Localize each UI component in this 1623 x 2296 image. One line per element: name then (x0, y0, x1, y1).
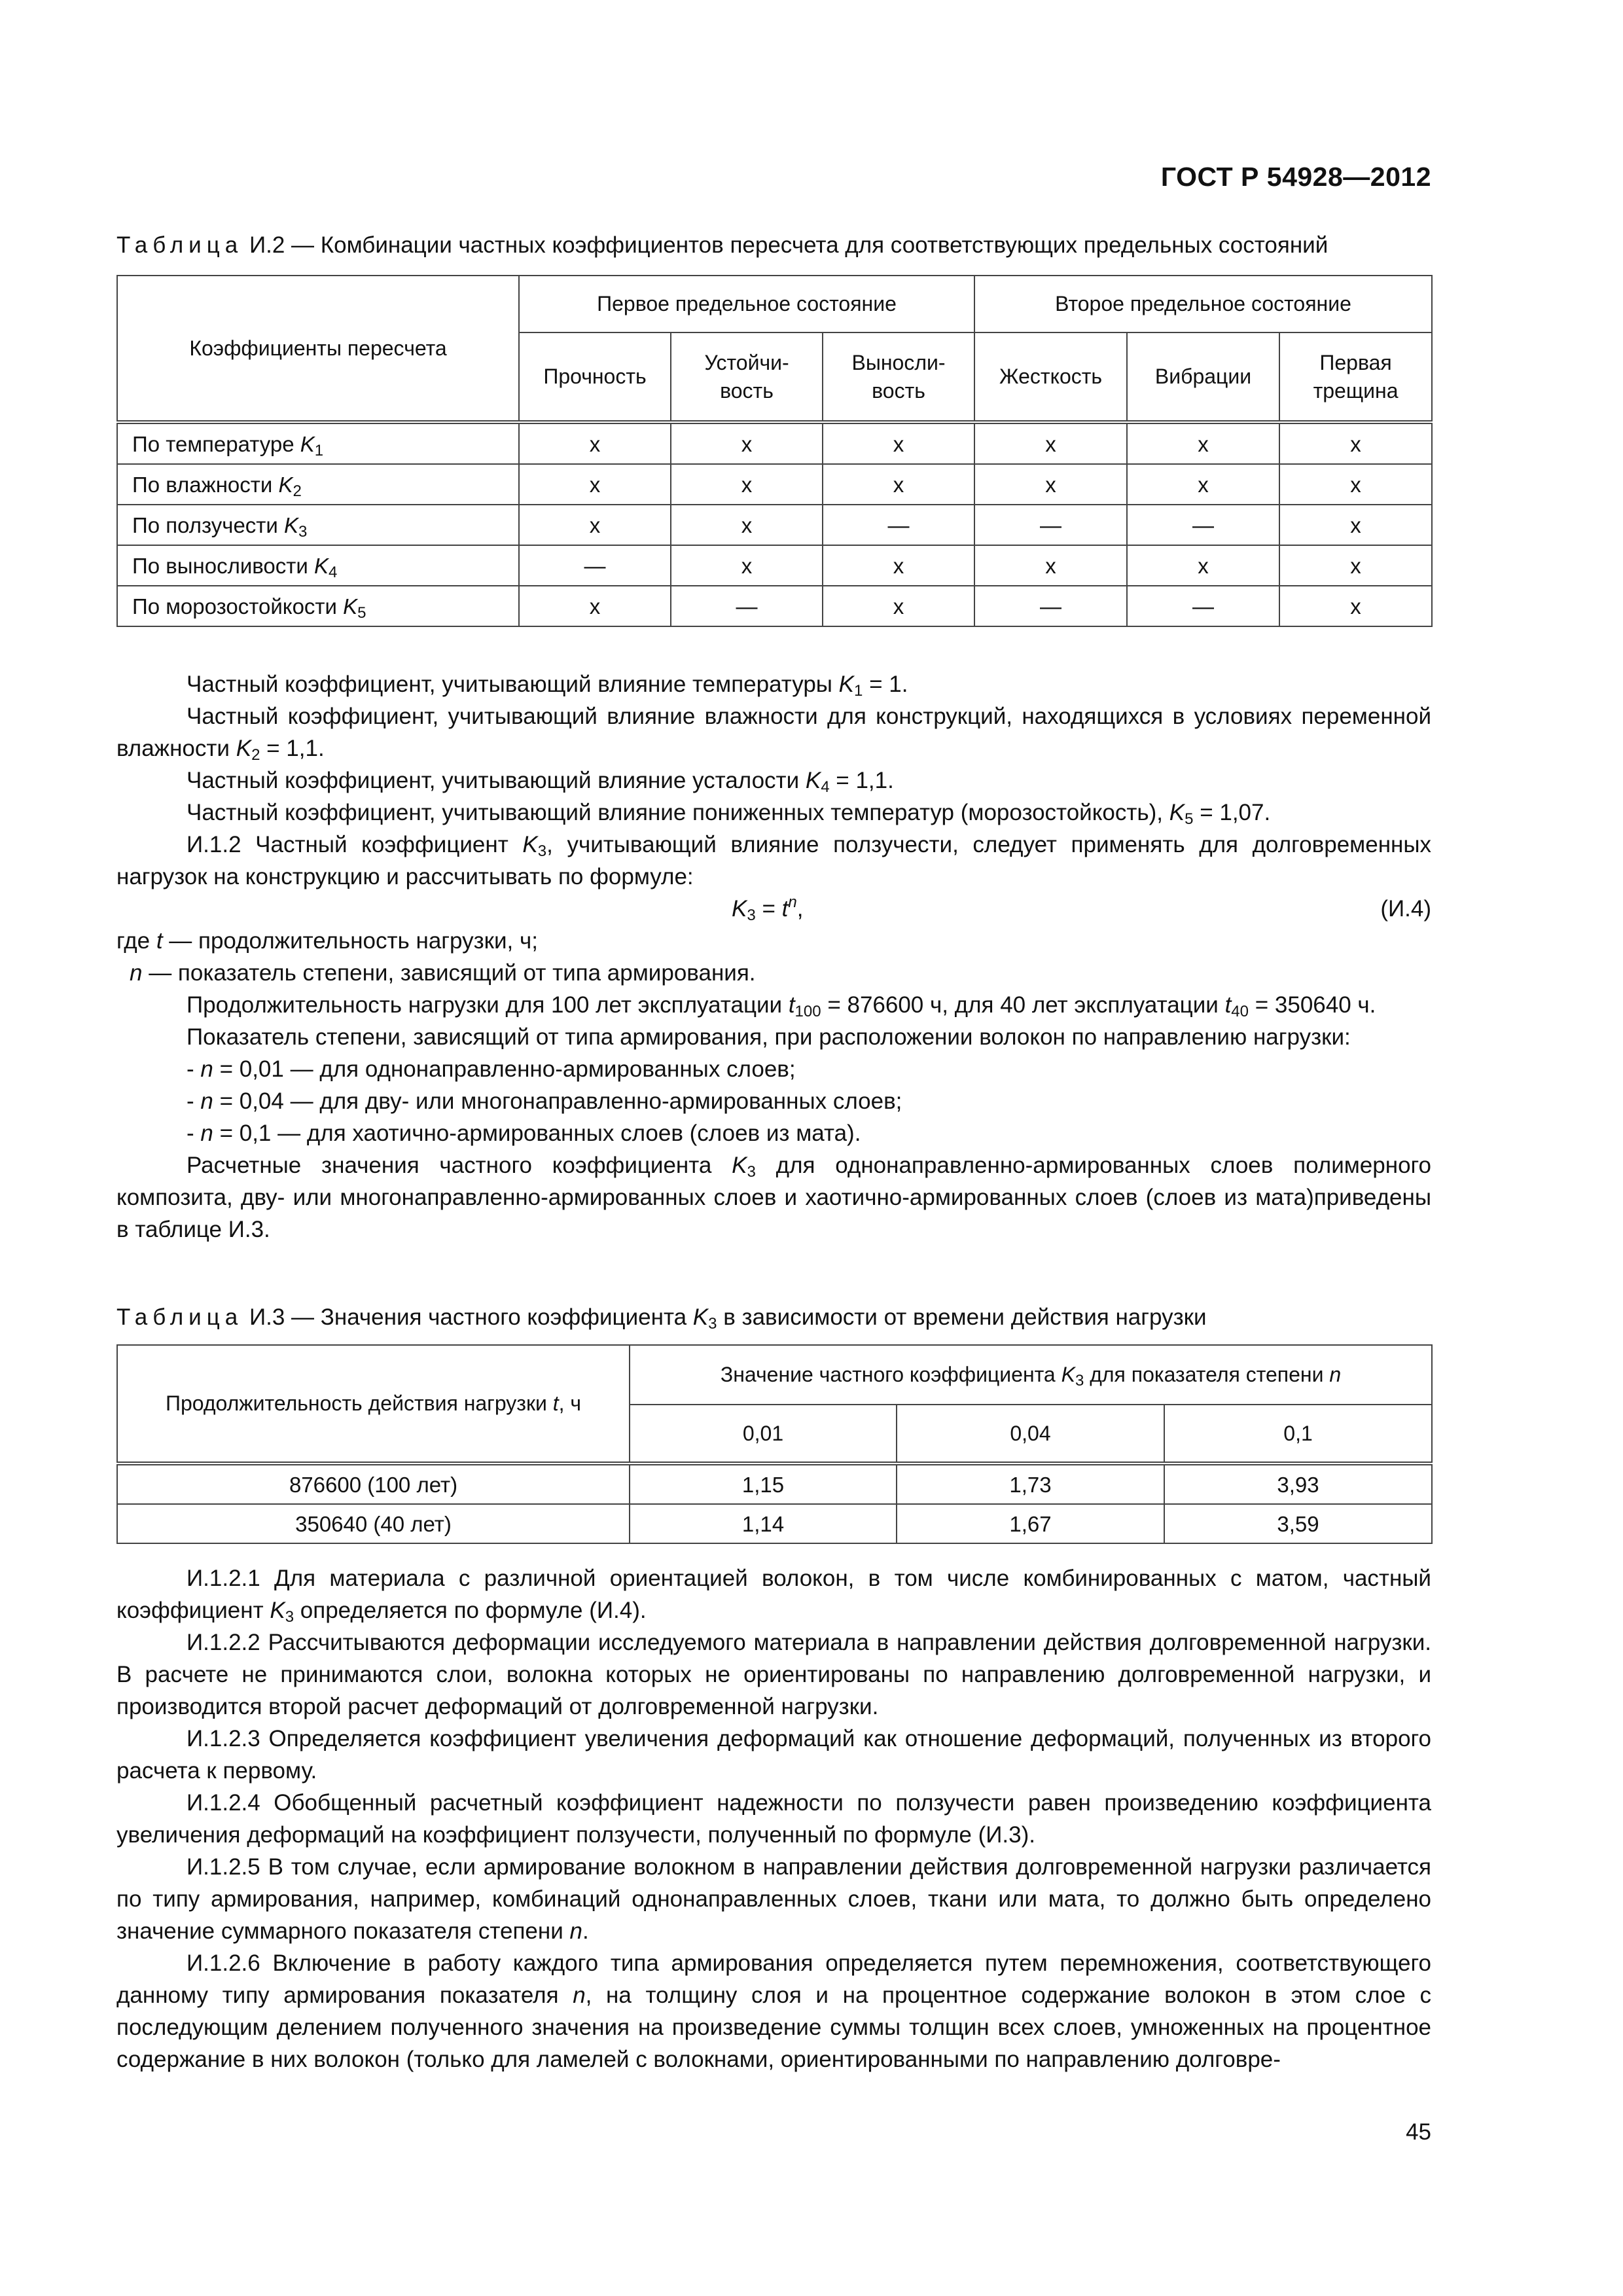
formula-number: (И.4) (1380, 896, 1431, 922)
text: , на толщину слоя и на процентное содержание волокон в этом слое с последующим делением полученного значения на произведение суммы толщин всех слоев, умноженных на процентное содержание в них волокон (только для ламелей с волокнами, ориентированными по направлению долговре- (116, 1982, 1431, 2072)
subheader-5: Первая трещина (1279, 332, 1432, 422)
text: Частный коэффициент, учитывающий влияние усталости (187, 768, 806, 793)
table-i3 (116, 1344, 1433, 1544)
table-cell: x (519, 505, 671, 545)
formula-i4 (116, 893, 1431, 925)
list-item (116, 1085, 1431, 1117)
table-cell: x (1127, 545, 1279, 586)
text: Продолжительность нагрузки для 100 лет эксплуатации (187, 992, 789, 1018)
table-cell: x (671, 505, 823, 545)
symbol-k: K (692, 1304, 709, 1330)
table-row (117, 1463, 1432, 1504)
symbol-k: K (732, 1153, 747, 1178)
text: = 1,07. (1193, 800, 1271, 825)
table-cell: — (974, 505, 1127, 545)
header-first-limit-state: Первое предельное состояние (519, 276, 974, 332)
table-cell: x (1127, 464, 1279, 505)
subscript: 3 (708, 1315, 717, 1333)
row-label: 876600 (100 лет) (117, 1463, 630, 1504)
symbol-t: t (1224, 992, 1232, 1018)
subscript: 2 (251, 746, 260, 764)
text: = 1,1. (829, 768, 894, 793)
table-cell: x (671, 464, 823, 505)
symbol-k: K (732, 896, 747, 922)
symbol-n: n (200, 1056, 213, 1082)
table-cell: — (1127, 505, 1279, 545)
table-cell: x (823, 586, 974, 626)
where-line (116, 925, 1431, 957)
subheader-1: Устойчи- вость (671, 332, 823, 422)
text: = 0,1 — для хаотично-армированных слоев (слоев из мата). (213, 1121, 861, 1146)
text: По температуре (132, 431, 300, 456)
symbol-k: K (314, 553, 329, 578)
symbol-n: n (569, 1918, 582, 1944)
table-cell: x (519, 422, 671, 464)
text: = 350640 ч. (1249, 992, 1376, 1018)
subscript: 3 (285, 1608, 294, 1626)
text: Частный коэффициент, учитывающий влияние температуры (187, 672, 839, 697)
text: в зависимости от времени действия нагрузки (717, 1304, 1207, 1330)
subheader-exponent: 0,01 (630, 1405, 897, 1463)
symbol-t: t (156, 928, 163, 954)
header-load-duration (117, 1345, 630, 1463)
subheader-2: Выносли- вость (823, 332, 974, 422)
subheader-0: Прочность (519, 332, 671, 422)
text: Частный коэффициент, учитывающий влияние влажности для конструкций, находящихся в условиях переменной влажности (116, 704, 1431, 761)
text: определяется по формуле (И.4). (294, 1598, 647, 1623)
text: = 0,01 — для однонаправленно-армированных слоев; (213, 1056, 796, 1082)
table-i2 (116, 275, 1433, 627)
subscript: 4 (329, 563, 338, 581)
where-line (116, 957, 1431, 989)
text: , учитывающий влияние ползучести, следует применять для долговременных нагрузок на конструкцию и рассчитывать по формуле: (116, 832, 1432, 889)
table-i3-caption-prefix: Таблица (116, 1304, 243, 1330)
subscript: 3 (747, 1163, 756, 1181)
subscript: 1 (314, 441, 324, 459)
paragraph: Показатель степени, зависящий от типа армирования, при расположении волокон по направлению нагрузки: (187, 1024, 1351, 1050)
paragraph (116, 1851, 1431, 1947)
text: — продолжительность нагрузки, ч; (162, 928, 538, 954)
text: По морозостойкости (132, 594, 344, 619)
table-cell: 1,14 (630, 1504, 897, 1543)
symbol-k: K (1169, 800, 1185, 825)
text: Продолжительность действия нагрузки (165, 1391, 553, 1415)
paragraph (116, 1562, 1431, 1626)
formula-expression (732, 893, 803, 925)
text: - (187, 1056, 201, 1082)
symbol-k: K (300, 431, 315, 456)
table-i2-caption-prefix: Таблица (116, 232, 243, 258)
paragraph (116, 989, 1431, 1021)
text: = 876600 ч, для 40 лет эксплуатации (821, 992, 1225, 1018)
text-block-1 (116, 668, 1431, 1246)
list-item (116, 1053, 1431, 1085)
text: — показатель степени, зависящий от типа армирования. (142, 960, 756, 986)
symbol-n: n (200, 1088, 213, 1114)
text: для однонаправленно-армированных слоев полимерного композита, дву- или многонаправленно-армированных слоев и хаотично-армированных слоев (слоев из мата)приведены в таблице И.3. (116, 1153, 1431, 1242)
subscript: 3 (298, 522, 308, 541)
table-i2-caption (116, 229, 1328, 261)
table-cell: x (671, 422, 823, 464)
paragraph: И.1.2.3 Определяется коэффициент увеличения деформаций как отношение деформаций, полученных из второго расчета к первому. (116, 1726, 1431, 1784)
row-label (117, 505, 519, 545)
text: Расчетные значения частного коэффициента (187, 1153, 732, 1178)
table-cell: x (1127, 422, 1279, 464)
subheader-3: Жесткость (974, 332, 1127, 422)
text: - (187, 1088, 201, 1114)
row-label: 350640 (40 лет) (117, 1504, 630, 1543)
table-row (117, 1504, 1432, 1543)
symbol-k: K (343, 594, 358, 619)
text: , (796, 896, 804, 922)
symbol-k: K (1061, 1363, 1075, 1386)
text: = (755, 896, 782, 922)
symbol-k: K (270, 1598, 285, 1623)
table-row (117, 422, 1432, 464)
paragraph (116, 700, 1431, 764)
subheader-exponent: 0,1 (1164, 1405, 1432, 1463)
row-label (117, 545, 519, 586)
row-label (117, 464, 519, 505)
subscript: 2 (293, 482, 302, 500)
table-cell: x (1279, 422, 1432, 464)
table-cell: 3,93 (1164, 1463, 1432, 1504)
table-cell: x (823, 545, 974, 586)
table-cell: x (823, 464, 974, 505)
paragraph: И.1.2.2 Рассчитываются деформации исследуемого материала в направлении действия долговременной нагрузки. В расчете не принимаются слои, волокна которых не ориентированы по направлению долговременной нагрузки, и производится второй расчет деформаций от долговременной нагрузки. (116, 1630, 1431, 1719)
text: По ползучести (132, 512, 285, 537)
page-number: 45 (1406, 2119, 1431, 2145)
symbol-t: t (781, 896, 789, 922)
subheader-exponent: 0,04 (897, 1405, 1164, 1463)
table-cell: 1,15 (630, 1463, 897, 1504)
table-cell: 1,73 (897, 1463, 1164, 1504)
table-cell: — (1127, 586, 1279, 626)
symbol-k: K (278, 472, 293, 497)
row-label (117, 586, 519, 626)
paragraph (116, 1947, 1431, 2075)
table-cell: x (671, 545, 823, 586)
row-label (117, 422, 519, 464)
table-cell: x (974, 545, 1127, 586)
text: = 1,1. (260, 736, 325, 761)
paragraph (116, 668, 1431, 700)
subheader-4: Вибрации (1127, 332, 1279, 422)
table-cell: 1,67 (897, 1504, 1164, 1543)
header-coefficient-value (630, 1345, 1432, 1405)
text: где (116, 928, 156, 954)
table-i3-caption (116, 1301, 1207, 1333)
text: По влажности (132, 472, 279, 497)
text: = 0,04 — для дву- или многонаправленно-армированных слоев; (213, 1088, 902, 1114)
table-cell: 3,59 (1164, 1504, 1432, 1543)
table-row (117, 545, 1432, 586)
table-i2-caption-rest: И.2 — Комбинации частных коэффициентов пересчета для соответствующих предельных состояний (243, 232, 1329, 258)
table-cell: x (974, 464, 1127, 505)
text: И.1.2.1 Для материала с различной ориентацией волокон, в том числе комбинированных с матом, частный коэффициент (116, 1566, 1431, 1623)
text: Частный коэффициент, учитывающий влияние пониженных температур (морозостойкость), (187, 800, 1169, 825)
paragraph (116, 797, 1431, 829)
symbol-n: n (200, 1121, 213, 1146)
text: = 1. (863, 672, 908, 697)
table-cell: — (519, 545, 671, 586)
table-cell: x (1279, 586, 1432, 626)
subscript: 3 (537, 842, 547, 860)
table-row (117, 505, 1432, 545)
symbol-t: t (552, 1391, 559, 1415)
table-cell: x (974, 422, 1127, 464)
header-second-limit-state: Второе предельное состояние (974, 276, 1432, 332)
exponent-list (116, 1053, 1431, 1149)
subscript: 3 (747, 906, 756, 924)
text: - (187, 1121, 201, 1146)
symbol-k: K (236, 736, 252, 761)
superscript-n: n (788, 893, 797, 911)
table-cell: — (974, 586, 1127, 626)
text: , ч (558, 1391, 582, 1415)
subscript: 100 (794, 1003, 821, 1020)
table-cell: — (823, 505, 974, 545)
symbol-k: K (838, 672, 855, 697)
table-cell: x (1279, 505, 1432, 545)
subscript: 4 (821, 778, 830, 796)
symbol-n: n (1329, 1363, 1342, 1386)
paragraph: И.1.2.4 Обобщенный расчетный коэффициент надежности по ползучести равен произведению коэффициента увеличения деформаций на коэффициент ползучести, полученный по формуле (И.3). (116, 1790, 1431, 1848)
subscript: 5 (357, 603, 366, 622)
symbol-n: n (130, 960, 143, 986)
text-block-2 (116, 1562, 1431, 2075)
symbol-k: K (284, 512, 299, 537)
table-row (117, 464, 1432, 505)
text: И.1.2 Частный коэффициент (187, 832, 523, 857)
paragraph (116, 829, 1431, 893)
paragraph (116, 764, 1431, 797)
subscript: 40 (1231, 1003, 1249, 1020)
list-item (116, 1117, 1431, 1149)
table-cell: — (671, 586, 823, 626)
document-id: ГОСТ Р 54928—2012 (1160, 162, 1431, 192)
symbol-k: K (522, 832, 538, 857)
table-cell: x (1279, 464, 1432, 505)
text: для показателя степени (1084, 1363, 1330, 1386)
text: . (582, 1918, 589, 1944)
table-cell: x (519, 464, 671, 505)
text: По выносливости (132, 553, 314, 578)
text: И.1.2.6 Включение в работу каждого типа армирования определяется путем перемножения, соответствующего данному типу армирования показателя (116, 1950, 1431, 2008)
table-cell: x (823, 422, 974, 464)
symbol-t: t (788, 992, 795, 1018)
header-coefficients: Коэффициенты пересчета (117, 276, 519, 422)
subscript: 1 (854, 682, 863, 700)
paragraph (116, 1149, 1431, 1246)
table-row (117, 586, 1432, 626)
text: И.3 — Значения частного коэффициента (243, 1304, 693, 1330)
subscript: 3 (1075, 1372, 1084, 1390)
symbol-n: n (573, 1982, 586, 2008)
text: Значение частного коэффициента (720, 1363, 1061, 1386)
table-cell: x (1279, 545, 1432, 586)
symbol-k: K (805, 768, 821, 793)
text: И.1.2.5 В том случае, если армирование волокном в направлении действия долговременной нагрузки различается по типу армирования, например, комбинаций однонаправленных слоев, ткани или мата, то должно быть определено значение суммарного показателя степени (116, 1854, 1431, 1944)
table-cell: x (519, 586, 671, 626)
subscript: 5 (1185, 810, 1194, 828)
